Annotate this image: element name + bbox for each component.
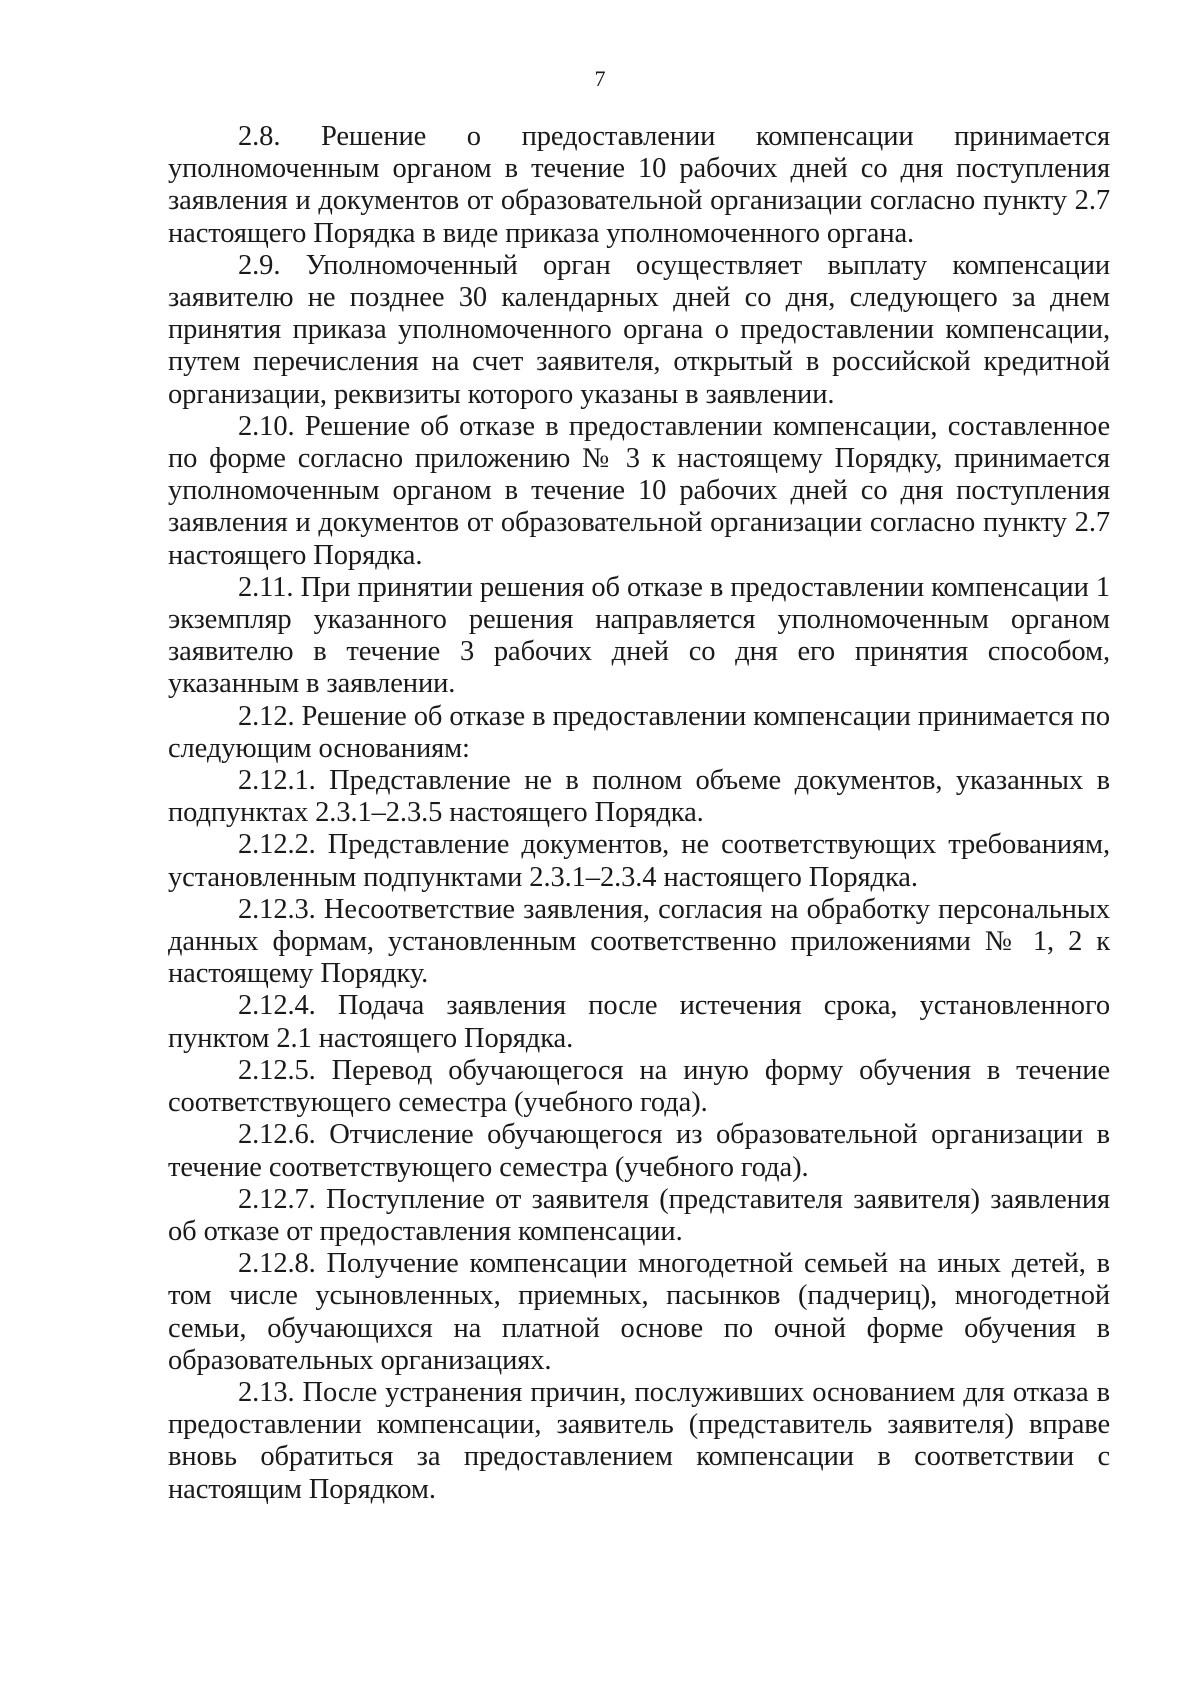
- paragraph-2-9: 2.9. Уполномоченный орган осуществляет выплату компенсации заявителю не позднее 30 календарных дней со дня, следующего за днем принятия приказа уполномоченного органа о предоставлении компенсации, путем перечисления на счет заявителя, открытый в российской кредитной организации, реквизиты которого указаны в заявлении.: [168, 249, 1110, 410]
- paragraph-2-12-6: 2.12.6. Отчисление обучающегося из образовательной организации в течение соответствующего семестра (учебного года).: [168, 1119, 1110, 1183]
- paragraph-2-12-7: 2.12.7. Поступление от заявителя (представителя заявителя) заявления об отказе от предоставления компенсации.: [168, 1183, 1110, 1247]
- paragraph-2-8: 2.8. Решение о предоставлении компенсации принимается уполномоченным органом в течение 10 рабочих дней со дня поступления заявления и документов от образовательной организации согласно пункту 2.7 настоящего Порядка в виде приказа уполномоченного органа.: [168, 121, 1110, 249]
- paragraph-2-12-1: 2.12.1. Представление не в полном объеме документов, указанных в подпунктах 2.3.1–2.3.5 настоящего Порядка.: [168, 765, 1110, 829]
- paragraph-2-12-8: 2.12.8. Получение компенсации многодетной семьей на иных детей, в том числе усыновленных, приемных, пасынков (падчериц), многодетной семьи, обучающихся на платной основе по очной форме обучения в образовательных организациях.: [168, 1248, 1110, 1376]
- document-body: [168, 121, 1110, 1506]
- paragraph-2-12-4: 2.12.4. Подача заявления после истечения срока, установленного пунктом 2.1 настоящего Порядка.: [168, 990, 1110, 1054]
- paragraph-2-12-5: 2.12.5. Перевод обучающегося на иную форму обучения в течение соответствующего семестра (учебного года).: [168, 1054, 1110, 1119]
- page-number: 7: [594, 66, 606, 91]
- paragraph-2-12: 2.12. Решение об отказе в предоставлении компенсации принимается по следующим основаниям:: [168, 700, 1110, 764]
- paragraph-2-12-2: 2.12.2. Представление документов, не соответствующих требованиям, установленным подпунктами 2.3.1–2.3.4 настоящего Порядка.: [168, 829, 1110, 893]
- paragraph-2-10: 2.10. Решение об отказе в предоставлении компенсации, составленное по форме согласно приложению № 3 к настоящему Порядку, принимается уполномоченным органом в течение 10 рабочих дней со дня поступления заявления и документов от образовательной организации согласно пункту 2.7 настоящего Порядка.: [168, 410, 1110, 571]
- paragraph-2-11: 2.11. При принятии решения об отказе в предоставлении компенсации 1 экземпляр указанного решения направляется уполномоченным органом заявителю в течение 3 рабочих дней со дня его принятия способом, указанным в заявлении.: [168, 571, 1110, 700]
- paragraph-2-13: 2.13. После устранения причин, послуживших основанием для отказа в предоставлении компенсации, заявитель (представитель заявителя) вправе вновь обратиться за предоставлением компенсации в соответствии с настоящим Порядком.: [168, 1376, 1110, 1505]
- paragraph-2-12-3: 2.12.3. Несоответствие заявления, согласия на обработку персональных данных формам, установленным соответственно приложениями № 1, 2 к настоящему Порядку.: [168, 893, 1110, 990]
